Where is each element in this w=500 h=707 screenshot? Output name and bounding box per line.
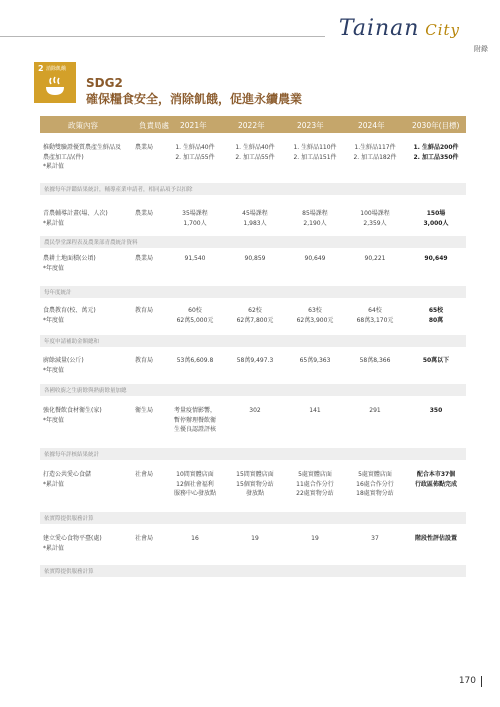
cell-line: 暫停辦理餐飲衛: [173, 416, 216, 424]
cell-line: 65校: [428, 307, 444, 314]
cell-y2022: [226, 534, 284, 544]
cell-y2024: [346, 534, 404, 544]
cell-line: 19: [251, 535, 259, 542]
cell-line: 90,859: [244, 255, 266, 262]
header-divider: [0, 36, 325, 37]
cell-dept: [135, 306, 163, 316]
page-number: 170: [458, 676, 476, 686]
cell-line: 服務中心發放點: [173, 490, 216, 497]
source-note-text: 依實際提供服務計算: [44, 516, 94, 522]
cell-line: 5處實體店面: [298, 471, 332, 478]
source-note: [40, 512, 466, 524]
cell-line: *年度值: [43, 416, 65, 424]
cell-y2030: [406, 534, 466, 544]
cell-y2030: [406, 209, 466, 228]
cell-y2022: [226, 209, 284, 228]
cell-line: *年度值: [43, 366, 65, 374]
cell-line: 食農教育(校、萬元): [43, 307, 96, 314]
sdg-small-label: 消除飢餓: [46, 66, 67, 72]
cell-line: 推動雙驗證優質農產生鮮品及: [43, 144, 122, 151]
appendix-label: 附錄: [474, 45, 488, 53]
cell-y2024: [346, 306, 404, 325]
cell-line: 62校: [248, 307, 262, 314]
source-note-text: 各國收廚之生廚餘與熟廚餘量加總: [44, 388, 127, 394]
cell-line: 2. 加工品182件: [353, 153, 397, 161]
cell-y2021: [166, 209, 224, 228]
cell-line: 1,700人: [183, 219, 207, 227]
source-note-text: 依據每年評鑑結果統計，輔導產業申請者，相同品項予以扣除: [44, 187, 193, 193]
cell-line: 45場課程: [242, 210, 268, 217]
cell-line: 12個社會福利: [176, 480, 214, 488]
cell-y2021: [166, 306, 224, 325]
source-note: [40, 335, 466, 347]
cell-y2024: [346, 356, 404, 366]
cell-y2022: [226, 143, 284, 162]
cell-line: 100場課程: [360, 210, 390, 217]
cell-policy: [43, 534, 133, 553]
table-header: [40, 116, 466, 133]
cell-line: 農產加工品(件): [43, 153, 84, 161]
cell-y2021: [166, 254, 224, 264]
page-number-bar: [481, 676, 482, 687]
source-note: [40, 384, 466, 396]
cell-line: 37: [371, 535, 379, 542]
cell-line: 302: [249, 407, 261, 414]
cell-line: *累計值: [43, 219, 65, 227]
cell-y2024: [346, 209, 404, 228]
cell-line: 配合本市37個: [416, 471, 456, 478]
cell-line: 35場課程: [182, 210, 208, 217]
cell-line: 發放點: [245, 490, 264, 497]
cell-line: 青農輔導計畫(場、人次): [43, 210, 108, 217]
cell-line: *累計值: [43, 544, 65, 552]
col-dept: 負責局處: [139, 121, 169, 130]
cell-line: 291: [369, 407, 381, 414]
cell-y2023: [286, 254, 344, 264]
cell-y2030: [406, 306, 466, 325]
cell-line: 強化餐飲食材衛生(家): [43, 407, 102, 414]
cell-y2023: [286, 356, 344, 366]
cell-line: 68萬3,170元: [356, 316, 394, 324]
tainan-city-logo: [339, 16, 460, 41]
cell-line: 1. 生鮮品40件: [235, 144, 275, 151]
cell-line: 2. 加工品55件: [175, 153, 215, 161]
source-note: [40, 565, 466, 577]
cell-line: 80萬: [428, 316, 444, 324]
source-note: [40, 286, 466, 298]
cell-line: 16處合作分行: [356, 480, 394, 488]
cell-line: 農業局: [135, 210, 154, 217]
cell-line: *年度值: [43, 264, 65, 272]
cell-dept: [135, 356, 163, 366]
cell-line: 10間實體店面: [176, 471, 214, 478]
cell-line: 2,190人: [303, 219, 327, 227]
cell-y2022: [226, 470, 284, 499]
cell-policy: [43, 470, 133, 489]
bowl-icon: [44, 76, 66, 98]
cell-line: 3,000人: [423, 219, 449, 227]
cell-line: 打造公共愛心食儲: [43, 471, 92, 478]
cell-line: 53萬6,609.8: [176, 357, 214, 364]
cell-y2022: [226, 306, 284, 325]
cell-line: 58萬9,497.3: [236, 357, 274, 364]
cell-y2030: [406, 406, 466, 416]
source-note-text: 年度申請補助金額總和: [44, 339, 100, 345]
cell-line: 教育局: [135, 357, 154, 364]
cell-line: 2. 加工品151件: [293, 153, 337, 161]
cell-y2023: [286, 209, 344, 228]
cell-line: 教育局: [135, 307, 154, 314]
cell-line: 141: [309, 407, 321, 414]
cell-y2030: [406, 254, 466, 264]
col-2030: 2030年(目標): [412, 121, 460, 130]
cell-line: 建立愛心食物平臺(處): [43, 535, 102, 542]
cell-y2024: [346, 406, 404, 416]
cell-line: *累計值: [43, 163, 65, 170]
cell-line: 64校: [368, 307, 382, 314]
col-2024: 2024年: [358, 121, 385, 130]
cell-y2030: [406, 356, 466, 366]
cell-y2021: [166, 534, 224, 544]
cell-line: 19: [311, 535, 319, 542]
cell-line: 農業局: [135, 255, 154, 262]
cell-line: 1. 生鮮品200件: [413, 144, 459, 151]
cell-line: 2. 加工品350件: [413, 153, 459, 161]
cell-line: 60校: [188, 307, 202, 314]
cell-line: 50萬以下: [422, 357, 450, 364]
cell-line: 農耕土地面積(公頃): [43, 255, 96, 262]
cell-line: 90,649: [304, 255, 326, 262]
cell-line: 22處實物分站: [296, 490, 334, 497]
cell-line: 5處實體店面: [358, 471, 392, 478]
sdg-heading: [86, 75, 302, 107]
logo-main: Tainan: [338, 16, 420, 41]
cell-line: 350: [429, 407, 443, 414]
cell-line: 11處合作分行: [296, 480, 334, 488]
cell-line: 廚餘減量(公斤): [43, 357, 84, 364]
cell-dept: [135, 254, 163, 264]
cell-line: 1.生鮮品117件: [354, 144, 396, 151]
logo-sub: City: [425, 21, 460, 39]
cell-line: 農業局: [135, 144, 154, 151]
col-policy: 政策內容: [68, 121, 98, 130]
cell-line: *年度值: [43, 316, 65, 324]
cell-line: 65萬9,363: [299, 357, 331, 364]
source-note-text: 依據每年評核結果統計: [44, 452, 100, 458]
source-note: [40, 183, 466, 195]
col-2023: 2023年: [297, 121, 324, 130]
cell-policy: [43, 356, 133, 375]
cell-y2022: [226, 254, 284, 264]
source-note: [40, 448, 466, 460]
source-note-text: 依實際提供服務計算: [44, 569, 94, 575]
cell-line: 生優良認證評核: [173, 426, 216, 433]
cell-y2023: [286, 143, 344, 162]
cell-line: 1,983人: [243, 219, 267, 227]
cell-line: 90,649: [424, 255, 448, 262]
cell-line: 62萬7,800元: [236, 316, 274, 324]
cell-y2023: [286, 306, 344, 325]
cell-y2021: [166, 143, 224, 162]
cell-line: *累計值: [43, 480, 65, 488]
cell-line: 91,540: [184, 255, 206, 262]
sdg-number: 2: [38, 64, 44, 73]
cell-line: 63校: [308, 307, 322, 314]
cell-y2030: [406, 143, 466, 162]
cell-line: 社會局: [135, 535, 154, 542]
cell-dept: [135, 470, 163, 480]
cell-line: 85場課程: [302, 210, 328, 217]
source-note-text: 農民學堂課程表及農業部青農統計資料: [44, 240, 138, 246]
cell-dept: [135, 406, 163, 416]
col-2021: 2021年: [180, 121, 207, 130]
cell-line: 1. 生鮮品40件: [175, 144, 215, 151]
cell-y2021: [166, 406, 224, 435]
cell-line: 社會局: [135, 471, 154, 478]
cell-line: 90,221: [364, 255, 386, 262]
cell-line: 1. 生鮮品110件: [293, 144, 337, 151]
cell-y2021: [166, 470, 224, 499]
cell-y2024: [346, 143, 404, 162]
cell-y2022: [226, 356, 284, 366]
source-note-text: 每年度統計: [44, 290, 72, 296]
sdg-code: SDG2: [86, 76, 123, 90]
cell-line: 62萬3,900元: [296, 316, 334, 324]
cell-y2022: [226, 406, 284, 416]
cell-y2030: [406, 470, 466, 489]
sdg-title-text: 確保糧食安全，消除飢餓，促進永續農業: [86, 92, 303, 106]
cell-y2021: [166, 356, 224, 366]
cell-line: 考量疫情影響，: [173, 407, 216, 414]
cell-line: 18處實物分站: [356, 490, 394, 497]
cell-policy: [43, 254, 133, 273]
cell-dept: [135, 534, 163, 544]
col-2022: 2022年: [238, 121, 265, 130]
cell-line: 62萬5,000元: [176, 316, 214, 324]
cell-dept: [135, 209, 163, 219]
cell-y2023: [286, 406, 344, 416]
cell-line: 15間實體店面: [236, 471, 274, 478]
cell-policy: [43, 306, 133, 325]
cell-line: 150場: [426, 210, 446, 217]
cell-line: 階段性評估設置: [414, 535, 457, 542]
cell-line: 16: [191, 535, 199, 542]
source-note: [40, 236, 466, 248]
cell-y2023: [286, 470, 344, 499]
cell-policy: [43, 406, 133, 425]
cell-policy: [43, 143, 133, 172]
cell-y2024: [346, 470, 404, 499]
cell-line: 2,359人: [363, 219, 387, 227]
cell-line: 行政區佈點完成: [414, 480, 457, 488]
cell-line: 15個實物分站: [236, 480, 274, 488]
sdg-badge: [34, 62, 76, 103]
cell-y2024: [346, 254, 404, 264]
cell-line: 2. 加工品55件: [235, 153, 275, 161]
cell-y2023: [286, 534, 344, 544]
cell-line: 衛生局: [135, 407, 154, 414]
cell-policy: [43, 209, 133, 228]
cell-dept: [135, 143, 163, 153]
cell-line: 58萬8,366: [359, 357, 391, 364]
